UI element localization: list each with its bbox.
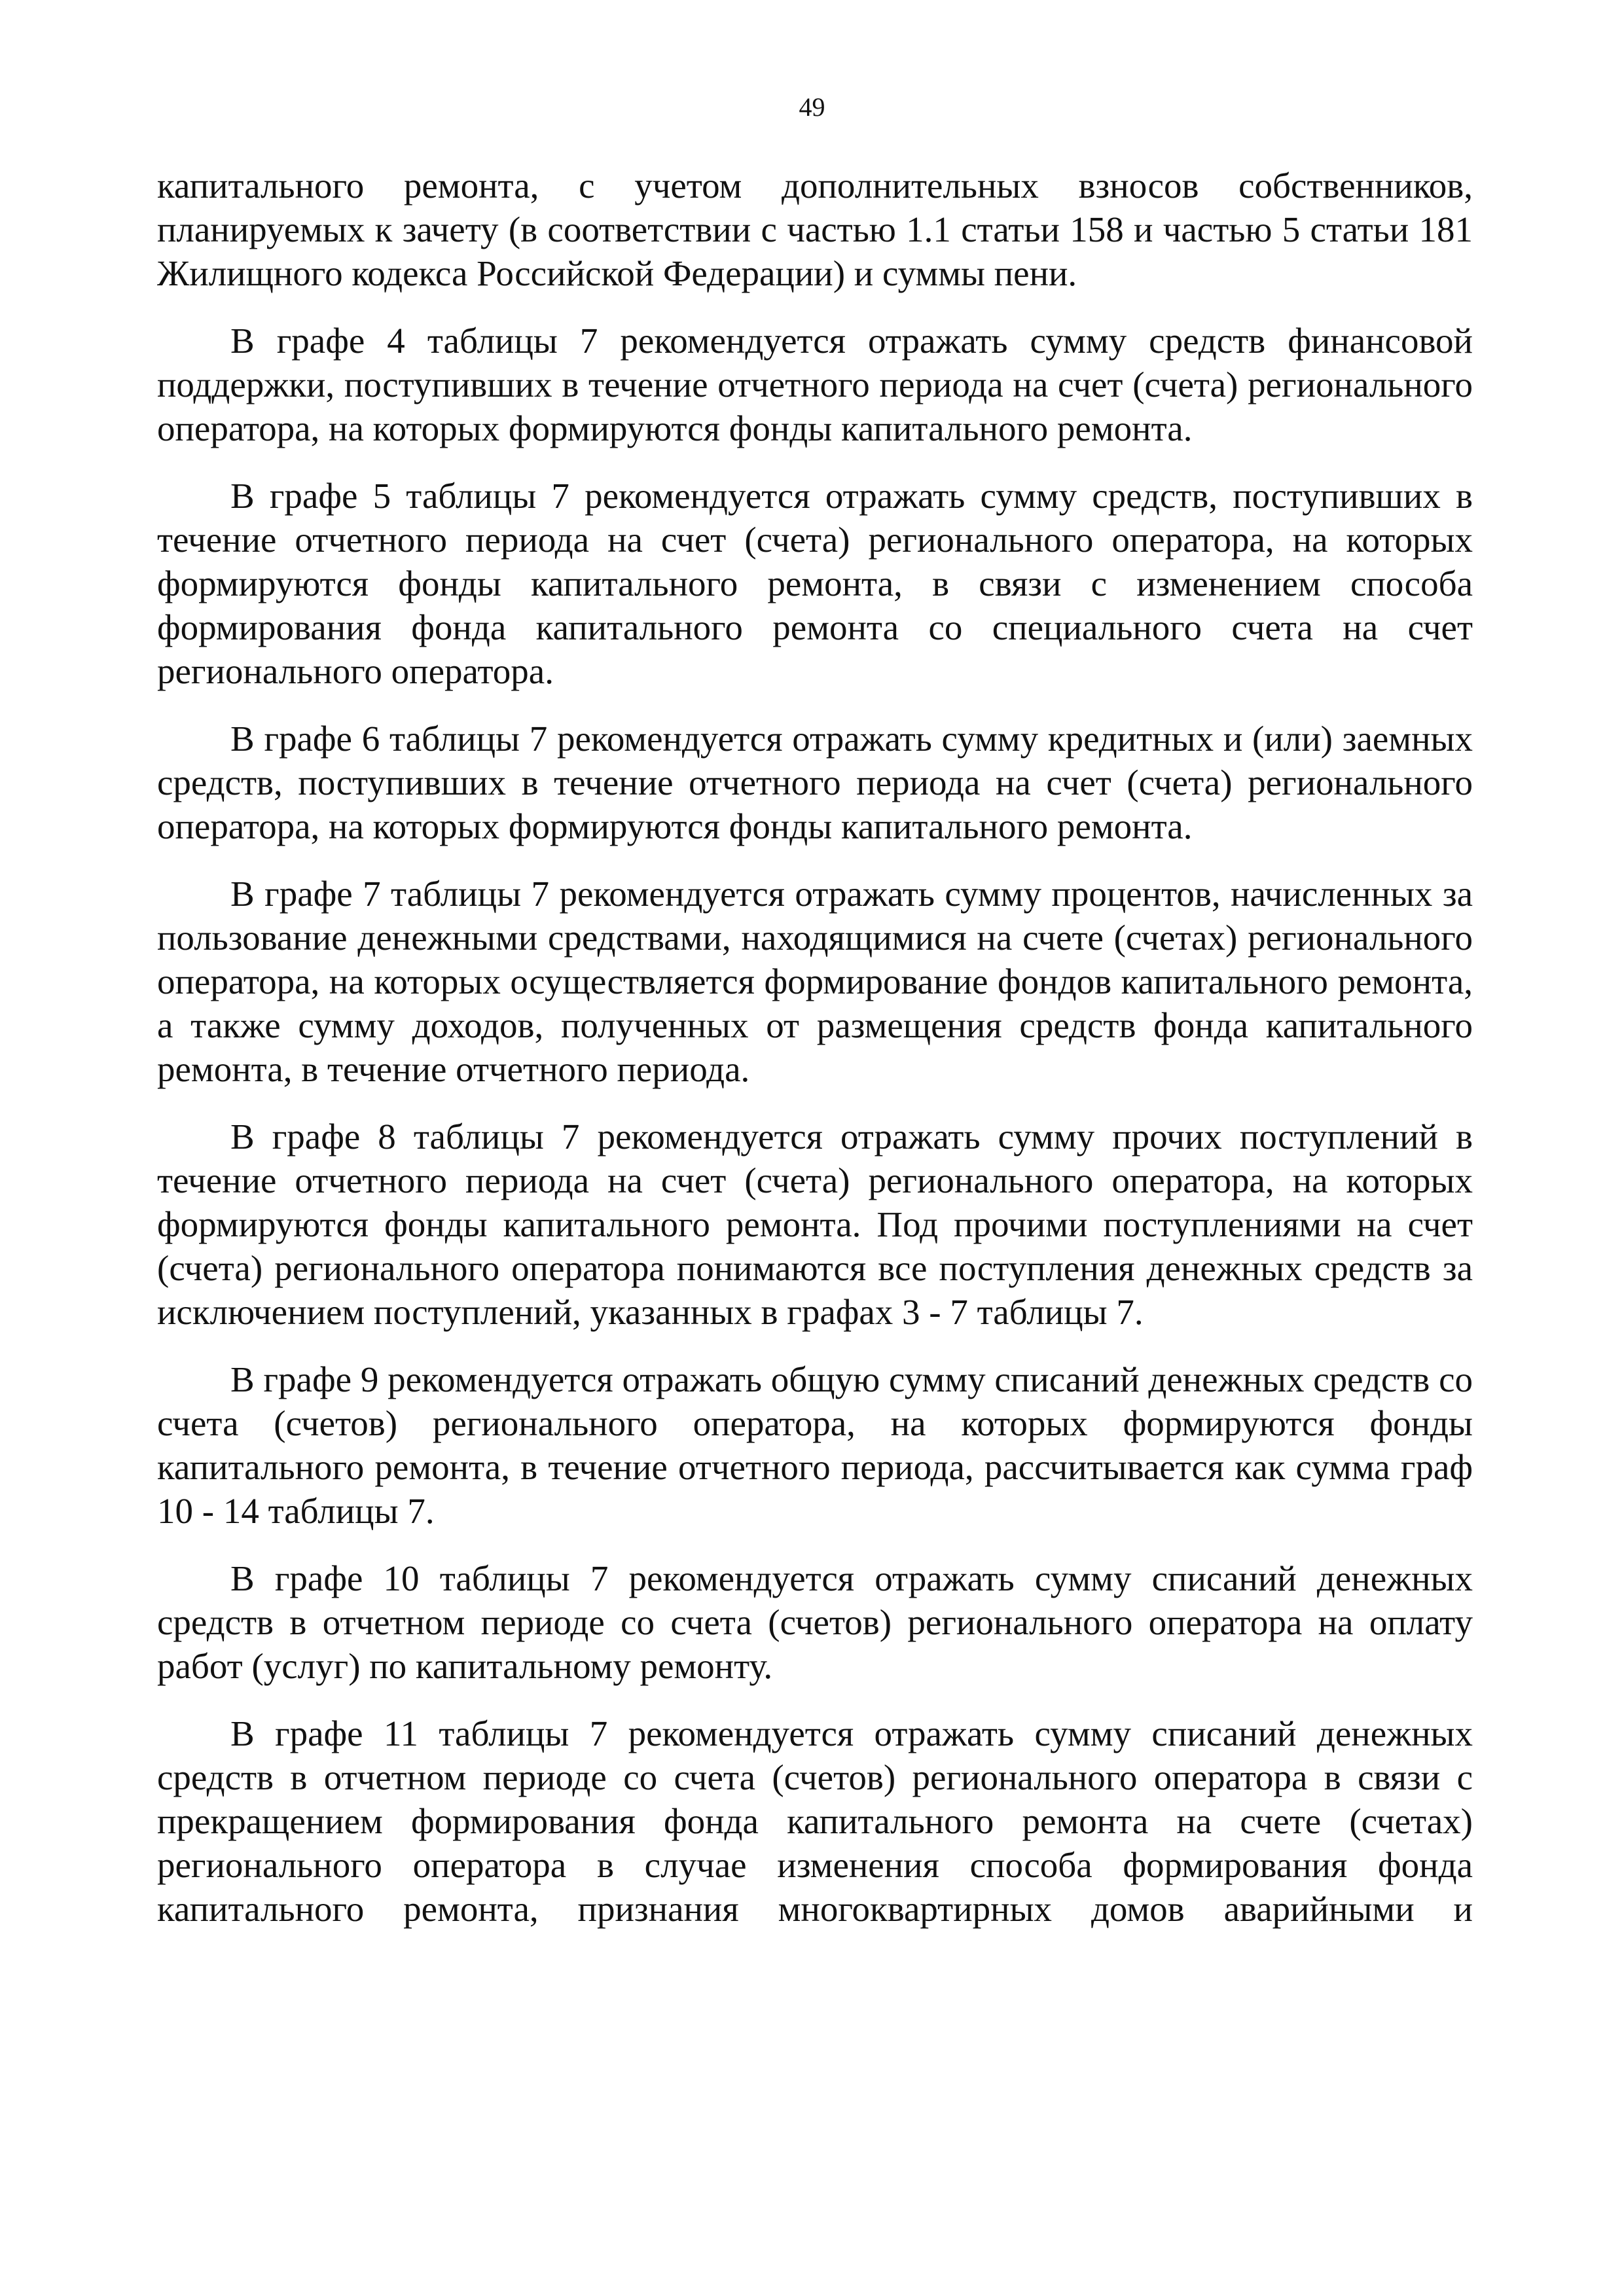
- paragraph-column-10: В графе 10 таблицы 7 рекомендуется отражать сумму списаний денежных средств в отчетном периоде со счета (счетов) регионального оператора на оплату работ (услуг) по капитальному ремонту.: [157, 1558, 1473, 1686]
- paragraph-continuation: капитального ремонта, с учетом дополнительных взносов собственников, планируемых к зачету (в соответствии с частью 1.1 статьи 158 и частью 5 статьи 181 Жилищного кодекса Российской Федерации) и суммы пени.: [157, 166, 1473, 293]
- paragraph-column-8: В графе 8 таблицы 7 рекомендуется отражать сумму прочих поступлений в течение отчетного периода на счет (счета) регионального оператора, на которых формируются фонды капитального ремонта. Под прочими поступлениями на счет (счета) регионального оператора понимаются все поступления денежных средств за исключением поступлений, указанных в графах 3 - 7 таблицы 7.: [157, 1117, 1473, 1332]
- document-body: [157, 164, 1473, 1954]
- paragraph-column-6: В графе 6 таблицы 7 рекомендуется отражать сумму кредитных и (или) заемных средств, поступивших в течение отчетного периода на счет (счета) регионального оператора, на которых формируются фонды капитального ремонта.: [157, 719, 1473, 846]
- paragraph-column-5: В графе 5 таблицы 7 рекомендуется отражать сумму средств, поступивших в течение отчетного периода на счет (счета) регионального оператора, на которых формируются фонды капитального ремонта, в связи с изменением способа формирования фонда капитального ремонта со специального счета на счет регионального оператора.: [157, 476, 1473, 691]
- paragraph-column-7: В графе 7 таблицы 7 рекомендуется отражать сумму процентов, начисленных за пользование денежными средствами, находящимися на счете (счетах) регионального оператора, на которых осуществляется формирование фондов капитального ремонта, а также сумму доходов, полученных от размещения средств фонда капитального ремонта, в течение отчетного периода.: [157, 874, 1473, 1089]
- paragraph-column-9: В графе 9 рекомендуется отражать общую сумму списаний денежных средств со счета (счетов) регионального оператора, на которых формируются фонды капитального ремонта, в течение отчетного периода, рассчитывается как сумма граф 10 - 14 таблицы 7.: [157, 1359, 1473, 1531]
- page-number: 49: [799, 92, 825, 122]
- paragraph-column-11: В графе 11 таблицы 7 рекомендуется отражать сумму списаний денежных средств в отчетном периоде со счета (счетов) регионального оператора в связи с прекращением формирования фонда капитального ремонта на счете (счетах) регионального оператора в случае изменения способа формирования фонда капитального ремонта, признания многоквартирных домов аварийными и: [157, 1713, 1473, 1929]
- paragraph-column-4: В графе 4 таблицы 7 рекомендуется отражать сумму средств финансовой поддержки, поступивших в течение отчетного периода на счет (счета) регионального оператора, на которых формируются фонды капитального ремонта.: [157, 321, 1473, 448]
